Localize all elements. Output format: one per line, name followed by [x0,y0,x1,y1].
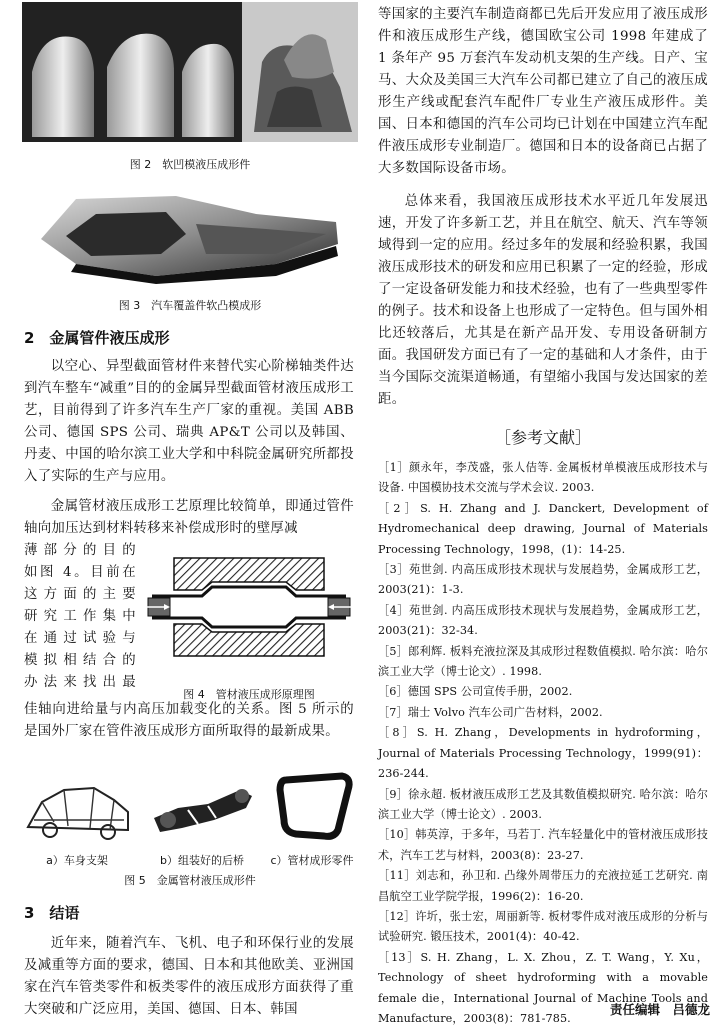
fig5-caption: 图 5 金属管材液压成形件 [124,874,256,887]
fig4-caption: 图 4 管材液压成形原理图 [183,688,315,701]
editor-credit: 责任编辑 吕德龙 [609,1002,710,1017]
fig3-photo [36,184,346,284]
fig5c-label: c）管材成形零件 [270,854,354,867]
wrapped-line: 模拟相结合的 [24,653,136,668]
right-paragraph-continued: 等国家的主要汽车制造商都已先后开发应用了液压成形件和液压成形生产线，德国欧宝公司 1998 年建成了 1 条年产 95 万套汽车发动机支架的生产线。日产、宝马、大众及美国三大汽车公司都已建立了自己的液压成形生产线或配套汽车配件厂专业生产液压成形件。美国、日本和德国的汽车公司均已计划在中国建立汽车配件液压成形专业制造厂。德国和日本的设备商已占据了大多数国际设备市场。 [378,7,708,176]
wrapped-line: 办法来找出最 [24,675,136,690]
reference-item: ［10］韩英淳，于多年，马若丁. 汽车轻量化中的管材液压成形技术，汽车工艺与材料，2003(8)：23-27. [378,828,708,862]
fig3-caption: 图 3 汽车覆盖件软凸模成形 [118,299,262,312]
section-2-wrapped-lines [24,540,136,694]
fig5b-label: b）组装好的后桥 [160,854,244,867]
fig5a-photo [24,772,134,842]
reference-item: ［8］S. H. Zhang，Developments in hydroforming，Journal of Materials Processing Technology，1999(91)：236-244. [378,726,708,781]
reference-item: ［5］郎利辉. 板料充液拉深及其成形过程数值模拟. 哈尔滨：哈尔滨工业大学（博士论文）. 1998. [378,644,708,679]
section-2-paragraph-2-bottom: 佳轴向进给量与内高压加载变化的关系。图 5 所示的是国外厂家在管件液压成形方面所取得的最新成果。 [24,702,354,739]
reference-item: ［3］苑世剑. 内高压成形技术现状与发展趋势，金属成形工艺，2003(21)：1-3. [378,563,708,597]
wrapped-line: 研究工作集中 [24,609,136,624]
section-2-paragraph-2-top: 金属管材液压成形工艺原理比较简单，即通过管件轴向加压达到材料转移来补偿成形时的壁厚减 [24,499,354,536]
right-paragraph-summary: 总体来看，我国液压成形技术水平近几年发展迅速，开发了许多新工艺，并且在航空、航天、汽车等领域得到一定的应用。经过多年的发展和经验积累，我国液压成形技术的研发和应用已积累了一定的经验，形成了一定设备研发能力和技术经验，也有了一些典型零件的例子。技术和设备上也形成了一定特色。但与国外相比还较落后，尤其是在新产品开发、专用设备研制方面。我国研发方面已有了一定的基础和人才条件，由于当今国际交流渠道畅通，有望缩小我国与发达国家的差距。 [378,194,708,407]
reference-item: ［6］德国 SPS 公司宣传手册，2002. [378,685,573,699]
fig5c-photo [272,770,356,842]
section-2-heading: 2 金属管件液压成形 [24,329,170,347]
fig4-diagram [146,552,352,662]
fig2-caption: 图 2 软凹模液压成形件 [129,158,251,171]
wrapped-line: 薄部分的目的 [24,543,136,558]
section-3-heading: 3 结语 [24,904,80,922]
fig5a-label: a）车身支架 [46,854,108,867]
reference-item: ［2］S. H. Zhang and J. Danckert, Development of Hydromechanical deep drawing, Journal of Materials Processing Technology，1998，(1)：14-25. [378,501,708,556]
reference-item: ［1］颜永年，李茂盛，张人佶等. 金属板材单模液压成形技术与设备. 中国模协技术交流与学术会议. 2003. [378,461,708,495]
reference-item: ［7］瑞士 Volvo 汽车公司广告材料，2002. [378,705,603,719]
reference-item: ［12］许圻，张士宏，周丽新等. 板材零件成对液压成形的分析与试验研究. 锻压技术，2001(4)：40-42. [378,909,708,944]
wrapped-line: 在通过试验与 [24,631,136,646]
wrapped-line: 这方面的主要 [24,587,136,602]
reference-item: ［9］徐永超. 板材液压成形工艺及其数值模拟研究. 哈尔滨：哈尔滨工业大学（博士论文）. 2003. [378,787,708,821]
reference-item: ［11］刘志和，孙卫和. 凸缘外周带压力的充液拉延工艺研究. 南昌航空工业学院学报，1996(2)：16-20. [378,869,708,903]
wrapped-line: 如图 4。目前在 [24,565,136,580]
fig2-photo [22,2,358,142]
section-3-paragraph: 近年来，随着汽车、飞机、电子和环保行业的发展及减重等方面的要求，德国、日本和其他欧美、亚洲国家在汽车管类零件和板类零件的液压成形方面获得了重大突破和广泛应用，美国、德国、日本、韩国 [24,936,354,1017]
section-2-paragraph-1: 以空心、异型截面管材件来替代实心阶梯轴类件达到汽车整车“减重”目的的金属异型截面管材液压成形工艺，目前得到了许多汽车生产厂家的重视。美国 ABB 公司、德国 SPS 公司、瑞典 AP&T 公司以及韩国、丹麦、中国的哈尔滨工业大学和中科院金属研究所都投入了实际的生产与应用。 [24,359,354,484]
reference-item: ［13］S. H. Zhang，L. X. Zhou，Z. T. Wang，Y. Xu，Technology of sheet hydroforming with a movable female die，International Journal of Machine Tools and Manufacture，2003(8)：781-785. [378,950,708,1025]
references-title: ［参考文献］ [494,428,591,447]
fig5b-photo [148,774,258,840]
references-list [378,458,708,1029]
reference-item: ［4］苑世剑. 内高压成形技术现状与发展趋势，金属成形工艺，2003(21)：32-34. [378,603,708,638]
